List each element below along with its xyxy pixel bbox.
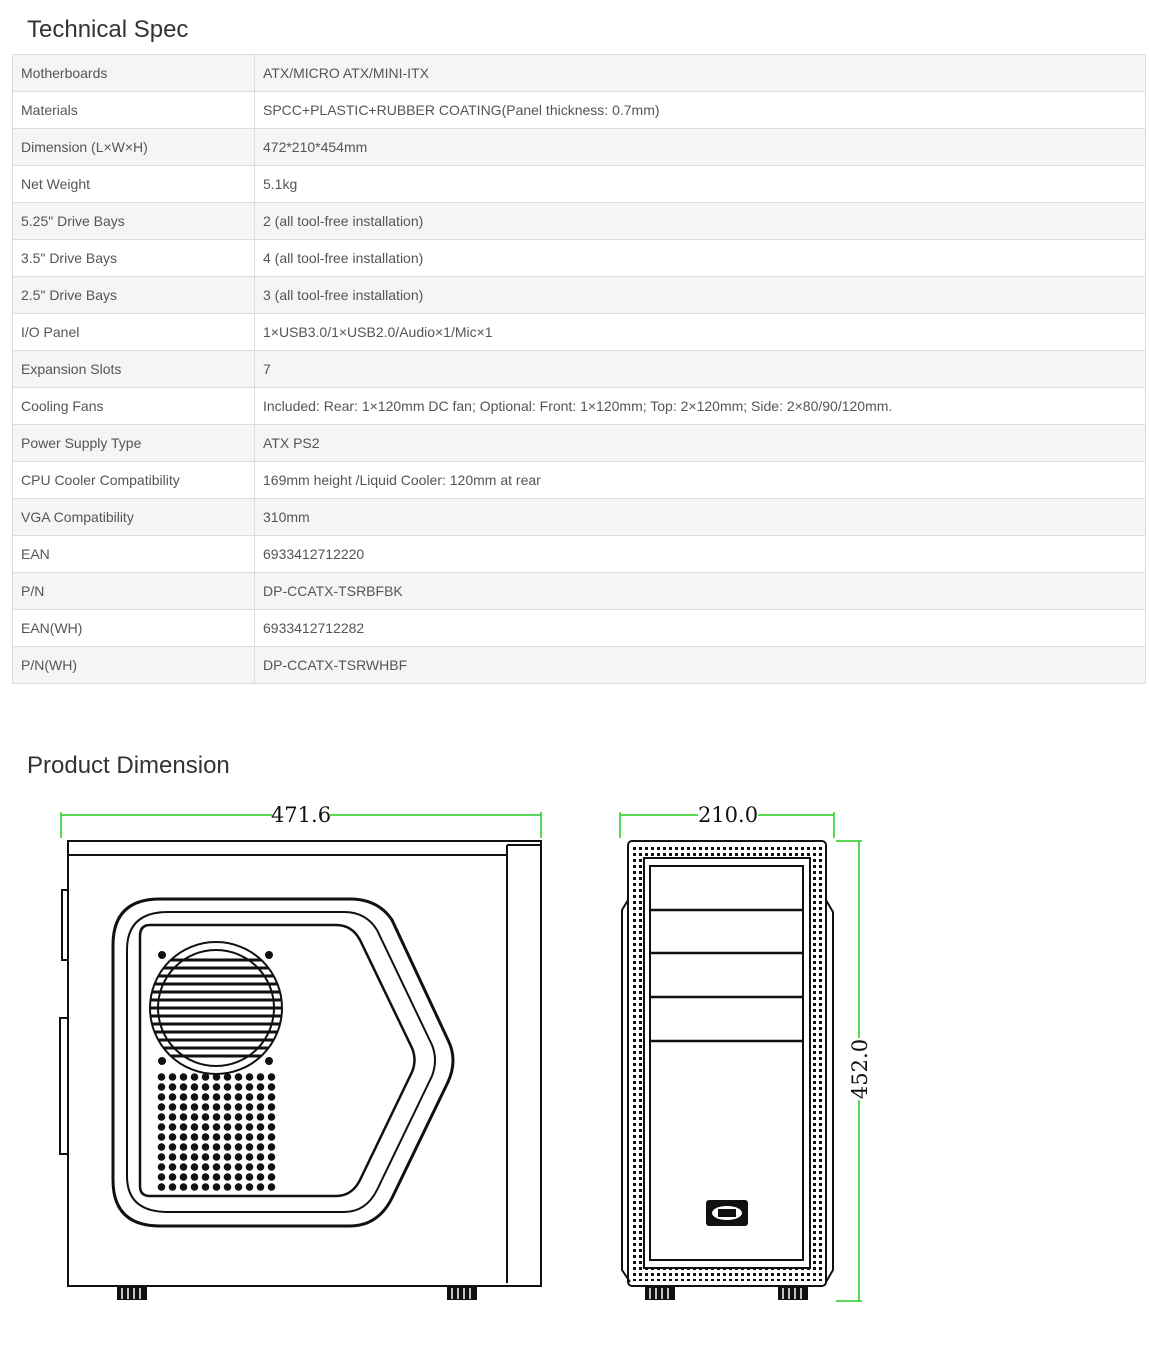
- front-bezel-profile: [507, 845, 541, 1283]
- table-row: [13, 462, 1146, 499]
- technical-spec-title: Technical Spec: [27, 16, 189, 43]
- side-panel-bump: [60, 1018, 68, 1154]
- spec-label: Dimension (L×W×H): [13, 129, 255, 166]
- spec-label: Power Supply Type: [13, 425, 255, 462]
- table-row: [13, 388, 1146, 425]
- spec-value: 1×USB3.0/1×USB2.0/Audio×1/Mic×1: [255, 314, 1146, 351]
- side-view-drawing: [60, 841, 541, 1300]
- spec-label: Motherboards: [13, 55, 255, 92]
- spec-label: Net Weight: [13, 166, 255, 203]
- spec-value: 2 (all tool-free installation): [255, 203, 1146, 240]
- spec-label: P/N: [13, 573, 255, 610]
- spec-label: I/O Panel: [13, 314, 255, 351]
- spec-value: 472*210*454mm: [255, 129, 1146, 166]
- spec-value: 4 (all tool-free installation): [255, 240, 1146, 277]
- product-dimension-title: Product Dimension: [27, 752, 230, 779]
- spec-value: SPCC+PLASTIC+RUBBER COATING(Panel thickness: 0.7mm): [255, 92, 1146, 129]
- spec-value: DP-CCATX-TSRWHBF: [255, 647, 1146, 684]
- spec-label: Expansion Slots: [13, 351, 255, 388]
- front-bezel-edge: [826, 900, 833, 1282]
- spec-value: ATX PS2: [255, 425, 1146, 462]
- vent-holes: [156, 1072, 277, 1192]
- table-row: [13, 499, 1146, 536]
- spec-label: 5.25" Drive Bays: [13, 203, 255, 240]
- table-row: [13, 647, 1146, 684]
- length-dimension-label: 471.6: [270, 803, 332, 827]
- spec-label: P/N(WH): [13, 647, 255, 684]
- spec-value: 5.1kg: [255, 166, 1146, 203]
- spec-value: 3 (all tool-free installation): [255, 277, 1146, 314]
- spec-label: 3.5" Drive Bays: [13, 240, 255, 277]
- table-row: [13, 55, 1146, 92]
- table-row: [13, 351, 1146, 388]
- spec-value: ATX/MICRO ATX/MINI-ITX: [255, 55, 1146, 92]
- spec-value: 169mm height /Liquid Cooler: 120mm at rear: [255, 462, 1146, 499]
- table-row: [13, 92, 1146, 129]
- spec-value: Included: Rear: 1×120mm DC fan; Optional: Front: 1×120mm; Top: 2×120mm; Side: 2×80/90/120mm.: [255, 388, 1146, 425]
- table-row: [13, 203, 1146, 240]
- table-row: [13, 536, 1146, 573]
- spec-label: Cooling Fans: [13, 388, 255, 425]
- spec-label: EAN: [13, 536, 255, 573]
- spec-table: [12, 54, 1146, 684]
- width-dimension-label: 210.0: [697, 803, 759, 827]
- table-row: [13, 240, 1146, 277]
- spec-value: 6933412712220: [255, 536, 1146, 573]
- spec-value: 6933412712282: [255, 610, 1146, 647]
- spec-label: EAN(WH): [13, 610, 255, 647]
- spec-label: Materials: [13, 92, 255, 129]
- spec-value: 310mm: [255, 499, 1146, 536]
- table-row: [13, 277, 1146, 314]
- spec-label: VGA Compatibility: [13, 499, 255, 536]
- dimension-drawing: [0, 790, 1149, 1340]
- front-view-drawing: [622, 841, 833, 1300]
- spec-label: CPU Cooler Compatibility: [13, 462, 255, 499]
- table-row: [13, 129, 1146, 166]
- table-row: [13, 610, 1146, 647]
- height-dimension-label: 452.0: [848, 1038, 872, 1100]
- table-row: [13, 166, 1146, 203]
- table-row: [13, 573, 1146, 610]
- spec-value: DP-CCATX-TSRBFBK: [255, 573, 1146, 610]
- table-row: [13, 425, 1146, 462]
- brand-logo-icon: [706, 1200, 748, 1226]
- spec-label: 2.5" Drive Bays: [13, 277, 255, 314]
- spec-value: 7: [255, 351, 1146, 388]
- table-row: [13, 314, 1146, 351]
